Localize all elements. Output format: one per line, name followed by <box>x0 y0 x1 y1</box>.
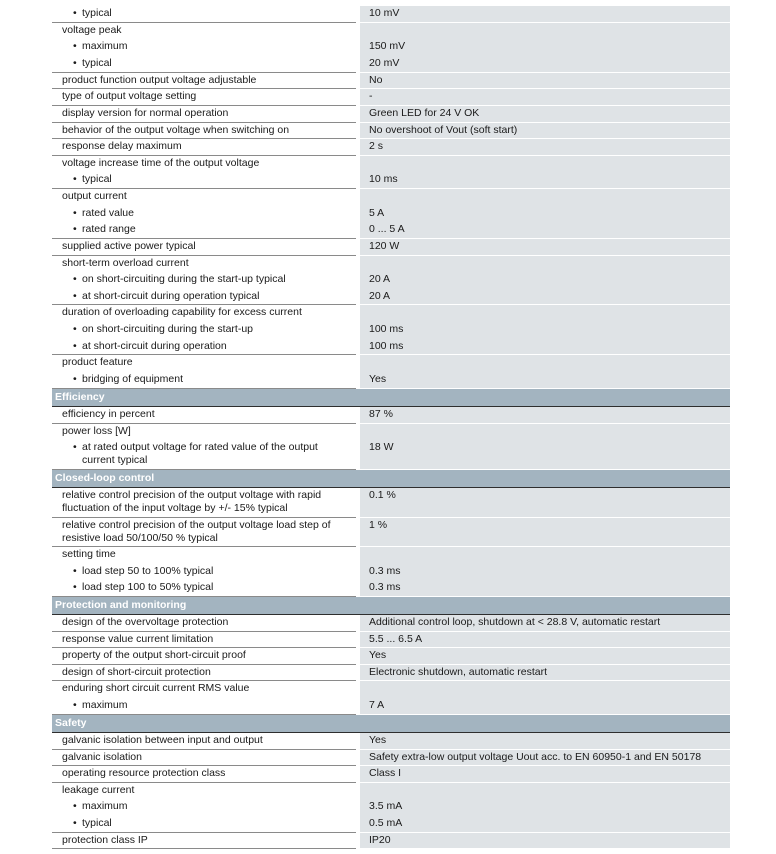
spec-row <box>52 139 730 156</box>
spec-label: type of output voltage setting <box>52 89 356 106</box>
spec-value: 10 mV <box>360 6 730 23</box>
spec-row <box>52 440 730 470</box>
spec-value: - <box>360 89 730 106</box>
spec-row <box>52 564 730 580</box>
spec-label: relative control precision of the output voltage with rapid fluctuation of the input voltage by +/- 15% typical <box>52 488 356 518</box>
spec-row <box>52 698 730 715</box>
spec-label: • typical <box>52 6 356 23</box>
section-header: Efficiency <box>52 389 730 407</box>
spec-value: IP20 <box>360 833 730 849</box>
spec-value <box>360 783 730 799</box>
section-header: Closed-loop control <box>52 470 730 488</box>
spec-value <box>360 547 730 564</box>
spec-label: • maximum <box>52 799 356 816</box>
spec-value: 5 A <box>360 206 730 222</box>
spec-row <box>52 56 730 73</box>
spec-value: 2 s <box>360 139 730 156</box>
spec-label: operating resource protection class <box>52 766 356 783</box>
spec-row <box>52 488 730 518</box>
spec-table <box>52 6 730 849</box>
spec-row <box>52 239 730 256</box>
spec-label: • maximum <box>52 698 356 715</box>
spec-label: design of short-circuit protection <box>52 665 356 681</box>
spec-label: short-term overload current <box>52 256 356 272</box>
spec-row <box>52 189 730 206</box>
spec-row <box>52 580 730 597</box>
spec-value: 20 A <box>360 289 730 305</box>
spec-row <box>52 632 730 648</box>
spec-value: Electronic shutdown, automatic restart <box>360 665 730 681</box>
spec-label: • on short-circuiting during the start-up typical <box>52 272 356 289</box>
spec-row <box>52 256 730 272</box>
spec-value: 1 % <box>360 518 730 547</box>
spec-row <box>52 424 730 440</box>
spec-label: power loss [W] <box>52 424 356 440</box>
spec-value: Additional control loop, shutdown at < 28.8 V, automatic restart <box>360 615 730 632</box>
spec-row <box>52 518 730 547</box>
spec-label: enduring short circuit current RMS value <box>52 681 356 698</box>
spec-label: • typical <box>52 172 356 189</box>
spec-row <box>52 23 730 39</box>
spec-label: voltage peak <box>52 23 356 39</box>
spec-row <box>52 407 730 424</box>
spec-label: response delay maximum <box>52 139 356 156</box>
spec-value: No overshoot of Vout (soft start) <box>360 123 730 139</box>
spec-row <box>52 750 730 766</box>
spec-value: 10 ms <box>360 172 730 189</box>
section-header: Protection and monitoring <box>52 597 730 615</box>
spec-label: • typical <box>52 816 356 833</box>
spec-row <box>52 799 730 816</box>
spec-row <box>52 339 730 355</box>
spec-value: 7 A <box>360 698 730 715</box>
section-header: Safety <box>52 715 730 733</box>
spec-value: Class I <box>360 766 730 783</box>
spec-row <box>52 733 730 750</box>
spec-value <box>360 23 730 39</box>
spec-value: Yes <box>360 733 730 750</box>
spec-label: galvanic isolation <box>52 750 356 766</box>
spec-label: supplied active power typical <box>52 239 356 256</box>
spec-value: 100 ms <box>360 322 730 339</box>
spec-label: property of the output short-circuit proof <box>52 648 356 665</box>
spec-label: display version for normal operation <box>52 106 356 123</box>
spec-value: 0 ... 5 A <box>360 222 730 239</box>
spec-row <box>52 305 730 322</box>
spec-row <box>52 681 730 698</box>
spec-label: • rated range <box>52 222 356 239</box>
spec-row <box>52 766 730 783</box>
spec-label: • rated value <box>52 206 356 222</box>
spec-value: 3.5 mA <box>360 799 730 816</box>
spec-value: 100 ms <box>360 339 730 355</box>
spec-value <box>360 256 730 272</box>
spec-label: • maximum <box>52 39 356 56</box>
spec-value: Safety extra-low output voltage Uout acc. to EN 60950-1 and EN 50178 <box>360 750 730 766</box>
spec-value: Yes <box>360 648 730 665</box>
spec-label: protection class IP <box>52 833 356 849</box>
spec-label: • at short-circuit during operation <box>52 339 356 355</box>
spec-row <box>52 6 730 23</box>
spec-value <box>360 305 730 322</box>
spec-value <box>360 355 730 372</box>
spec-label: • bridging of equipment <box>52 372 356 389</box>
spec-label: • typical <box>52 56 356 73</box>
spec-value: Green LED for 24 V OK <box>360 106 730 123</box>
spec-label: relative control precision of the output voltage load step of resistive load 50/100/50 % typical <box>52 518 356 547</box>
spec-row <box>52 615 730 632</box>
spec-row <box>52 89 730 106</box>
spec-row <box>52 272 730 289</box>
spec-value: No <box>360 73 730 89</box>
spec-label: output current <box>52 189 356 206</box>
spec-label: • load step 50 to 100% typical <box>52 564 356 580</box>
spec-label: • load step 100 to 50% typical <box>52 580 356 597</box>
spec-value <box>360 424 730 440</box>
spec-row <box>52 289 730 305</box>
spec-value: Yes <box>360 372 730 389</box>
spec-value: 20 mV <box>360 56 730 73</box>
spec-label: product feature <box>52 355 356 372</box>
spec-value <box>360 156 730 172</box>
spec-row <box>52 547 730 564</box>
spec-label: duration of overloading capability for excess current <box>52 305 356 322</box>
spec-label: • at rated output voltage for rated value of the output current typical <box>52 440 356 470</box>
spec-label: design of the overvoltage protection <box>52 615 356 632</box>
spec-row <box>52 106 730 123</box>
spec-label: • at short-circuit during operation typical <box>52 289 356 305</box>
spec-label: setting time <box>52 547 356 564</box>
spec-row <box>52 156 730 172</box>
spec-row <box>52 648 730 665</box>
spec-value: 0.1 % <box>360 488 730 518</box>
spec-label: voltage increase time of the output voltage <box>52 156 356 172</box>
spec-label: behavior of the output voltage when switching on <box>52 123 356 139</box>
spec-value: 20 A <box>360 272 730 289</box>
spec-value: 0.3 ms <box>360 564 730 580</box>
spec-value: 120 W <box>360 239 730 256</box>
spec-label: efficiency in percent <box>52 407 356 424</box>
spec-row <box>52 39 730 56</box>
spec-value: 0.5 mA <box>360 816 730 833</box>
spec-row <box>52 816 730 833</box>
spec-label: product function output voltage adjustable <box>52 73 356 89</box>
spec-row <box>52 172 730 189</box>
spec-row <box>52 123 730 139</box>
spec-label: galvanic isolation between input and output <box>52 733 356 750</box>
spec-row <box>52 73 730 89</box>
spec-value: 5.5 ... 6.5 A <box>360 632 730 648</box>
spec-row <box>52 322 730 339</box>
spec-row <box>52 665 730 681</box>
spec-value <box>360 681 730 698</box>
spec-value: 150 mV <box>360 39 730 56</box>
spec-label: • on short-circuiting during the start-up <box>52 322 356 339</box>
spec-row <box>52 206 730 222</box>
spec-row <box>52 372 730 389</box>
spec-label: leakage current <box>52 783 356 799</box>
spec-row <box>52 222 730 239</box>
spec-value: 0.3 ms <box>360 580 730 597</box>
spec-value: 18 W <box>360 440 730 470</box>
spec-label: response value current limitation <box>52 632 356 648</box>
spec-value: 87 % <box>360 407 730 424</box>
spec-row <box>52 783 730 799</box>
spec-value <box>360 189 730 206</box>
spec-row <box>52 355 730 372</box>
spec-row <box>52 833 730 849</box>
